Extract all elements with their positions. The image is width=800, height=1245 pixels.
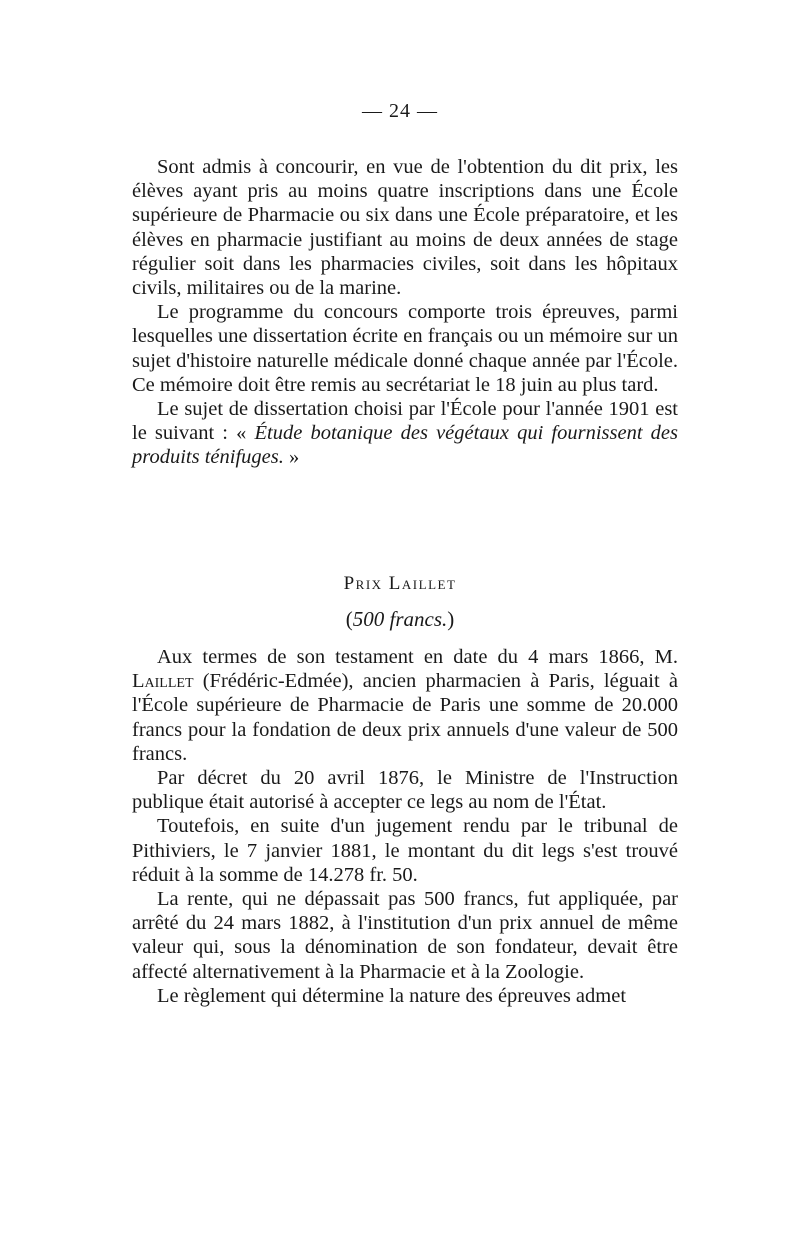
subject-title: Étude botanique des végétaux qui fournissent des produits ténifuges. bbox=[132, 422, 678, 469]
paragraph-testament bbox=[132, 645, 678, 766]
prize-title-text: Prix Laillet bbox=[343, 573, 457, 594]
prize-amount-text: 500 francs. bbox=[352, 607, 448, 631]
prize-amount bbox=[0, 607, 800, 632]
paragraph-admission: Sont admis à concourir, en vue de l'obtention du dit prix, les élèves ayant pris au moins quatre inscriptions dans une École supérieure de Pharmacie ou six dans une École préparatoire, et les élèves en pharmacie justifiant au moins de deux années de stage régulier soit dans les pharmacies civiles, soit dans les hôpitaux civils, militaires ou de la marine. bbox=[132, 156, 678, 300]
paragraph-decree: Par décret du 20 avril 1876, le Ministre de l'Instruction publique était autorisé à accepter ce legs au nom de l'État. bbox=[132, 767, 678, 814]
testament-rest: (Frédéric-Edmée), ancien pharmacien à Paris, léguait à l'École supérieure de Pharmacie de Paris une somme de 20.000 francs pour la fondation de deux prix annuels d'une valeur de 500 francs. bbox=[132, 670, 678, 765]
paragraph-programme: Le programme du concours comporte trois épreuves, parmi lesquelles une dissertation écrite en français ou un mémoire sur un sujet d'histoire naturelle médicale donné chaque année par l'École. Ce mémoire doit être remis au secrétariat le 18 juin au plus tard. bbox=[132, 301, 678, 396]
testator-name: Laillet bbox=[132, 670, 194, 693]
paragraph-subject bbox=[132, 397, 678, 470]
testament-intro: Aux termes de son testament en date du 4 mars 1866, M. bbox=[157, 646, 678, 668]
paragraph-regulation: Le règlement qui détermine la nature des épreuves admet bbox=[157, 984, 627, 1007]
paragraph-judgment: Toutefois, en suite d'un jugement rendu par le tribunal de Pithiviers, le 7 janvier 1881, le montant du dit legs s'est trouvé réduit à la somme de 14.278 fr. 50. bbox=[132, 815, 678, 886]
page-number: — 24 — bbox=[362, 100, 438, 122]
admission-section bbox=[132, 155, 678, 470]
subject-close: » bbox=[283, 446, 300, 469]
prize-title bbox=[0, 573, 800, 595]
amount-open-paren: ( bbox=[345, 607, 353, 631]
subject-intro: Le sujet de dissertation choisi par l'École pour l'année 1901 est le suivant : « bbox=[132, 398, 678, 445]
amount-close-paren: ) bbox=[447, 607, 455, 631]
paragraph-rent: La rente, qui ne dépassait pas 500 francs, fut appliquée, par arrêté du 24 mars 1882, à l'institution d'un prix annuel de même valeur qui, sous la dénomination de son fondateur, devait être affecté alternativement à la Pharmacie et à la Zoologie. bbox=[132, 888, 678, 983]
laillet-section bbox=[132, 645, 678, 1008]
